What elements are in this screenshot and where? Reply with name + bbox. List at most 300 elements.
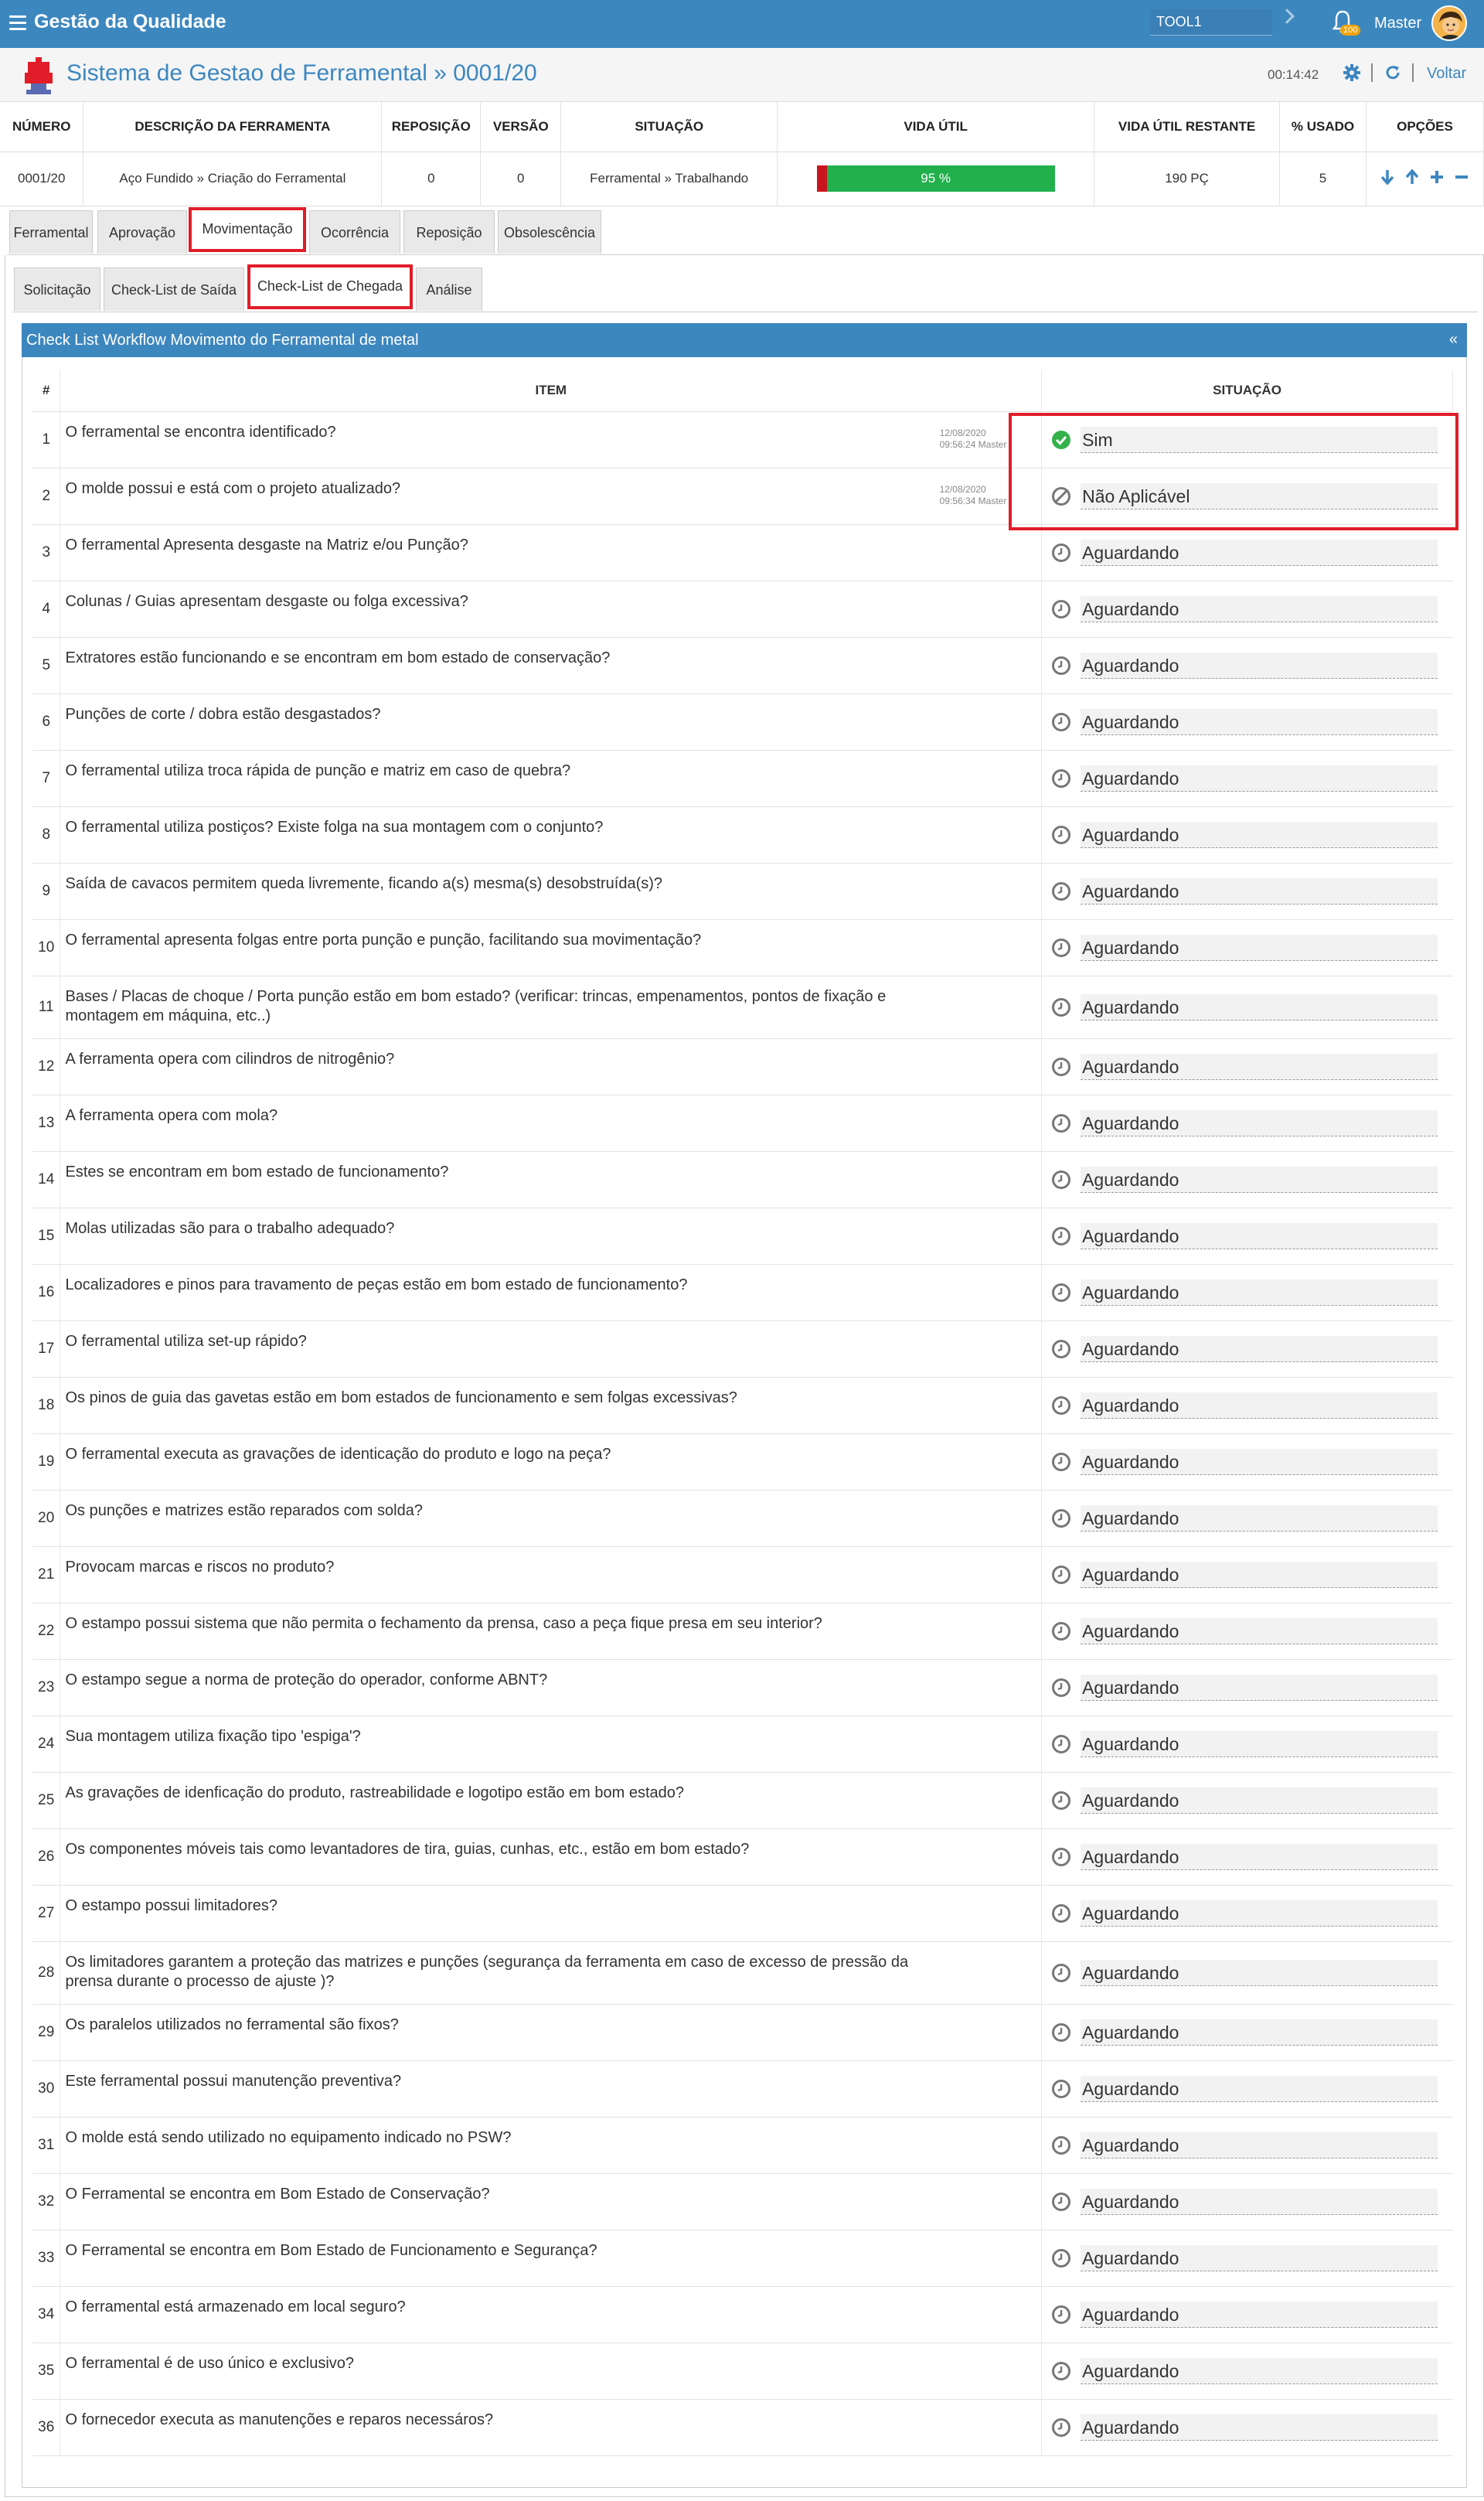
table-row <box>32 581 1453 637</box>
table-row <box>32 2117 1453 2173</box>
status-field[interactable]: Aguardando <box>1081 1960 1437 1986</box>
table-row <box>32 1546 1453 1603</box>
status-field[interactable]: Aguardando <box>1081 653 1437 679</box>
table-row <box>32 919 1453 976</box>
row-meta <box>934 2004 1042 2060</box>
row-time-user: 09:56:34 Master <box>939 495 1007 506</box>
clock-icon[interactable] <box>1051 768 1071 789</box>
row-item-text: Localizadores e pinos para travamento de peças estão em bom estado de funcionamento? <box>60 1264 934 1320</box>
row-situacao <box>1042 2230 1453 2286</box>
table-row <box>32 2343 1453 2399</box>
status-field[interactable]: Aguardando <box>1081 540 1437 566</box>
table-row <box>32 1377 1453 1433</box>
title-tools <box>1343 63 1421 83</box>
tool-select[interactable]: TOOL1 <box>1150 9 1272 36</box>
col-header-vida-util-restante: VIDA ÚTIL RESTANTE <box>1094 102 1280 152</box>
clock-icon[interactable] <box>1051 2418 1071 2438</box>
collapse-icon[interactable]: « <box>1448 331 1458 348</box>
row-meta <box>934 2117 1042 2173</box>
row-item-text: Os punções e matrizes estão reparados com solda? <box>60 1490 934 1546</box>
cell-opcoes <box>1366 152 1483 206</box>
status-field[interactable]: Aguardando <box>1081 1505 1437 1532</box>
plus-icon[interactable] <box>1430 170 1444 184</box>
row-item-text: Estes se encontram em bom estado de funcionamento? <box>60 1151 934 1208</box>
row-meta <box>934 863 1042 919</box>
tab-ferramental[interactable]: Ferramental <box>9 210 93 254</box>
tab-obsolescencia[interactable]: Obsolescência <box>498 210 601 254</box>
clock-icon[interactable] <box>1051 1339 1071 1359</box>
row-meta <box>934 524 1042 581</box>
col-header-vida-util: VIDA ÚTIL <box>778 102 1094 152</box>
avatar[interactable] <box>1431 5 1467 41</box>
row-meta <box>934 1885 1042 1941</box>
row-number: 11 <box>32 976 60 1038</box>
col-header-opcoes: OPÇÕES <box>1366 102 1483 152</box>
row-number: 20 <box>32 1490 60 1546</box>
row-meta <box>934 1320 1042 1377</box>
session-timer: 00:14:42 <box>1268 67 1319 82</box>
status-field[interactable]: Aguardando <box>1081 1167 1437 1193</box>
status-field[interactable]: Aguardando <box>1081 2245 1437 2271</box>
row-item-text: Molas utilizadas são para o trabalho adequado? <box>60 1208 934 1264</box>
clock-icon[interactable] <box>1051 599 1071 619</box>
table-row <box>32 1095 1453 1151</box>
row-situacao <box>1042 637 1453 693</box>
clock-icon[interactable] <box>1051 938 1071 958</box>
cell-numero: 0001/20 <box>0 152 83 206</box>
row-item-text: Os limitadores garantem a proteção das matrizes e punções (segurança da ferramenta em caso de excesso de pressão da prensa durante o processo de ajuste )? <box>60 1941 934 2004</box>
table-row <box>32 2060 1453 2117</box>
summary-table <box>0 102 1484 206</box>
clock-icon[interactable] <box>1051 1565 1071 1585</box>
clock-icon[interactable] <box>1051 1113 1071 1133</box>
cell-reposicao: 0 <box>382 152 481 206</box>
row-number: 18 <box>32 1377 60 1433</box>
status-field[interactable]: Aguardando <box>1081 822 1437 848</box>
row-number: 1 <box>32 411 60 468</box>
tool-system-icon <box>23 57 54 94</box>
table-row <box>32 1772 1453 1828</box>
clock-icon[interactable] <box>1051 997 1071 1017</box>
row-meta <box>934 1546 1042 1603</box>
row-item-text: O ferramental utiliza postiços? Existe folga na sua montagem com o conjunto? <box>60 806 934 863</box>
col-header-item: ITEM <box>60 370 1042 411</box>
row-meta <box>934 1038 1042 1095</box>
page-title: Sistema de Gestao de Ferramental » 0001/20 <box>66 60 537 86</box>
clock-icon[interactable] <box>1051 1791 1071 1811</box>
row-item-text: As gravações de idenficação do produto, rastreabilidade e logotipo estão em bom estado? <box>60 1772 934 1828</box>
minus-icon[interactable] <box>1455 170 1469 184</box>
row-situacao <box>1042 2286 1453 2343</box>
clock-icon[interactable] <box>1051 2361 1071 2381</box>
panel-title: Check List Workflow Movimento do Ferramental de metal <box>26 332 419 349</box>
row-meta <box>934 806 1042 863</box>
row-meta <box>934 2286 1042 2343</box>
cell-situacao: Ferramental » Trabalhando <box>561 152 778 206</box>
clock-icon[interactable] <box>1051 1057 1071 1077</box>
table-row <box>32 1264 1453 1320</box>
status-field[interactable]: Aguardando <box>1081 1562 1437 1588</box>
row-number: 25 <box>32 1772 60 1828</box>
status-field[interactable]: Aguardando <box>1081 1449 1437 1475</box>
top-bar <box>0 0 1484 48</box>
hamburger-menu-icon[interactable] <box>9 15 26 31</box>
row-number: 35 <box>32 2343 60 2399</box>
row-meta <box>934 2230 1042 2286</box>
clock-icon[interactable] <box>1051 712 1071 732</box>
divider <box>1412 63 1414 82</box>
status-field[interactable]: Aguardando <box>1081 2076 1437 2102</box>
cell-vida-util <box>778 152 1094 206</box>
status-field[interactable]: Aguardando <box>1081 596 1437 622</box>
user-name[interactable]: Master <box>1374 15 1422 32</box>
row-situacao <box>1042 1038 1453 1095</box>
col-header-situacao: SITUAÇÃO <box>1042 370 1453 411</box>
row-item-text: O ferramental está armazenado em local seguro? <box>60 2286 934 2343</box>
row-item-text: O fornecedor executa as manutenções e reparos necessáros? <box>60 2399 934 2455</box>
row-number: 31 <box>32 2117 60 2173</box>
status-field[interactable]: Aguardando <box>1081 1336 1437 1362</box>
highlight-box <box>1009 413 1458 530</box>
table-row <box>32 1433 1453 1490</box>
row-number: 27 <box>32 1885 60 1941</box>
row-number: 4 <box>32 581 60 637</box>
row-situacao <box>1042 1151 1453 1208</box>
table-row <box>32 976 1453 1038</box>
divider <box>1371 63 1373 82</box>
clock-icon[interactable] <box>1051 2079 1071 2099</box>
row-item-text: O ferramental utiliza set-up rápido? <box>60 1320 934 1377</box>
table-row <box>32 2286 1453 2343</box>
status-field[interactable]: Aguardando <box>1081 1392 1437 1419</box>
table-row <box>32 1038 1453 1095</box>
row-item-text: O ferramental se encontra identificado? <box>60 411 934 468</box>
row-time-user: 09:56:24 Master <box>939 438 1007 450</box>
status-field[interactable]: Aguardando <box>1081 878 1437 905</box>
col-header-descricao: DESCRIÇÃO DA FERRAMENTA <box>83 102 382 152</box>
notification-badge: 100 <box>1340 25 1360 36</box>
clock-icon[interactable] <box>1051 825 1071 845</box>
row-number: 15 <box>32 1208 60 1264</box>
clock-icon[interactable] <box>1051 2192 1071 2212</box>
row-number: 9 <box>32 863 60 919</box>
row-situacao <box>1042 919 1453 976</box>
row-number: 16 <box>32 1264 60 1320</box>
row-item-text: O ferramental apresenta folgas entre porta punção e punção, facilitando sua movimentação? <box>60 919 934 976</box>
row-situacao <box>1042 1885 1453 1941</box>
app-title: Gestão da Qualidade <box>34 11 226 32</box>
table-row <box>32 1828 1453 1885</box>
row-meta <box>934 1208 1042 1264</box>
clock-icon[interactable] <box>1051 1283 1071 1303</box>
table-row <box>32 1320 1453 1377</box>
row-meta <box>934 1659 1042 1716</box>
table-row <box>32 1490 1453 1546</box>
row-situacao <box>1042 806 1453 863</box>
row-number: 34 <box>32 2286 60 2343</box>
status-field[interactable]: Aguardando <box>1081 1675 1437 1701</box>
chevron-right-icon[interactable] <box>1279 9 1295 24</box>
row-situacao <box>1042 1320 1453 1377</box>
status-field[interactable]: Aguardando <box>1081 1618 1437 1644</box>
row-situacao <box>1042 2060 1453 2117</box>
row-situacao <box>1042 2117 1453 2173</box>
status-field[interactable]: Aguardando <box>1081 2302 1437 2328</box>
row-item-text: O ferramental executa as gravações de identicação do produto e logo na peça? <box>60 1433 934 1490</box>
row-number: 24 <box>32 1716 60 1772</box>
row-date: 12/08/2020 <box>939 483 986 495</box>
clock-icon[interactable] <box>1051 1903 1071 1923</box>
row-item-text: Sua montagem utiliza fixação tipo 'espiga'? <box>60 1716 934 1772</box>
row-number: 2 <box>32 468 60 524</box>
table-row <box>32 1151 1453 1208</box>
status-field[interactable]: Aguardando <box>1081 1731 1437 1757</box>
table-row <box>32 693 1453 750</box>
status-field[interactable]: Não Aplicável <box>1081 483 1437 509</box>
clock-icon[interactable] <box>1051 881 1071 901</box>
table-row <box>32 1208 1453 1264</box>
row-number: 36 <box>32 2399 60 2455</box>
clock-icon[interactable] <box>1051 543 1071 563</box>
table-row <box>32 524 1453 581</box>
cell-vida-util-restante: 190 PÇ <box>1094 152 1280 206</box>
tab-ocorrencia[interactable]: Ocorrência <box>309 210 400 254</box>
row-item-text: O Ferramental se encontra em Bom Estado de Conservação? <box>60 2173 934 2230</box>
row-situacao <box>1042 1377 1453 1433</box>
col-header-situacao: SITUAÇÃO <box>561 102 778 152</box>
row-number: 22 <box>32 1603 60 1659</box>
row-item-text: O ferramental é de uso único e exclusivo? <box>60 2343 934 2399</box>
table-row <box>32 1885 1453 1941</box>
row-number: 6 <box>32 693 60 750</box>
status-field[interactable]: Aguardando <box>1081 1110 1437 1136</box>
table-row <box>32 806 1453 863</box>
row-situacao <box>1042 750 1453 806</box>
row-item-text: Colunas / Guias apresentam desgaste ou folga excessiva? <box>60 581 934 637</box>
row-item-text: Os componentes móveis tais como levantadores de tira, guias, cunhas, etc., estão em bom estado? <box>60 1828 934 1885</box>
row-meta <box>934 1264 1042 1320</box>
row-item-text: O estampo possui sistema que não permita o fechamento da prensa, caso a peça fique presa em seu interior? <box>60 1603 934 1659</box>
row-item-text: O molde possui e está com o projeto atualizado? <box>60 468 934 524</box>
row-meta <box>934 2343 1042 2399</box>
row-item-text: O molde está sendo utilizado no equipamento indicado no PSW? <box>60 2117 934 2173</box>
row-number: 17 <box>32 1320 60 1377</box>
subtab-analise[interactable]: Análise <box>416 267 482 311</box>
row-situacao <box>1042 1433 1453 1490</box>
status-field[interactable]: Aguardando <box>1081 935 1437 961</box>
title-row <box>0 48 1484 102</box>
row-number: 26 <box>32 1828 60 1885</box>
row-situacao <box>1042 581 1453 637</box>
row-meta <box>934 1603 1042 1659</box>
col-header-numero: NÚMERO <box>0 102 83 152</box>
row-situacao <box>1042 524 1453 581</box>
tab-movimentacao[interactable]: Movimentação <box>189 207 306 252</box>
row-number: 30 <box>32 2060 60 2117</box>
status-field[interactable]: Aguardando <box>1081 2414 1437 2441</box>
arrow-down-icon[interactable] <box>1380 169 1394 185</box>
row-number: 10 <box>32 919 60 976</box>
row-item-text: Provocam marcas e riscos no produto? <box>60 1546 934 1603</box>
clock-icon[interactable] <box>1051 1963 1071 1983</box>
row-number: 29 <box>32 2004 60 2060</box>
row-situacao <box>1042 863 1453 919</box>
status-field[interactable]: Aguardando <box>1081 1223 1437 1249</box>
clock-icon[interactable] <box>1051 1678 1071 1698</box>
subtab-checklist-chegada[interactable]: Check-List de Chegada <box>247 264 413 309</box>
row-number: 32 <box>32 2173 60 2230</box>
row-number: 8 <box>32 806 60 863</box>
row-meta <box>934 1716 1042 1772</box>
row-meta <box>934 1377 1042 1433</box>
row-situacao <box>1042 2343 1453 2399</box>
status-field[interactable]: Aguardando <box>1081 994 1437 1021</box>
row-situacao <box>1042 1208 1453 1264</box>
row-number: 13 <box>32 1095 60 1151</box>
row-meta <box>934 581 1042 637</box>
sub-tabs <box>12 264 1478 312</box>
row-item-text: O estampo possui limitadores? <box>60 1885 934 1941</box>
table-row <box>32 1603 1453 1659</box>
row-number: 21 <box>32 1546 60 1603</box>
row-item-text: O ferramental Apresenta desgaste na Matriz e/ou Punção? <box>60 524 934 581</box>
status-field[interactable]: Aguardando <box>1081 765 1437 792</box>
row-situacao <box>1042 693 1453 750</box>
row-meta <box>934 1490 1042 1546</box>
row-situacao <box>1042 1941 1453 2004</box>
cell-descricao: Aço Fundido » Criação do Ferramental <box>83 152 382 206</box>
row-number: 5 <box>32 637 60 693</box>
checklist-table <box>32 370 1453 2456</box>
status-field[interactable]: Aguardando <box>1081 1900 1437 1927</box>
clock-icon[interactable] <box>1051 2022 1071 2043</box>
row-number: 7 <box>32 750 60 806</box>
row-meta <box>934 693 1042 750</box>
subtab-solicitacao[interactable]: Solicitação <box>14 267 100 311</box>
clock-icon[interactable] <box>1051 2305 1071 2325</box>
clock-icon[interactable] <box>1051 1226 1071 1246</box>
status-field[interactable]: Aguardando <box>1081 2189 1437 2215</box>
gear-icon[interactable] <box>1343 64 1360 81</box>
status-field[interactable]: Aguardando <box>1081 2358 1437 2384</box>
table-row <box>32 1716 1453 1772</box>
row-meta <box>934 1772 1042 1828</box>
row-item-text: Saída de cavacos permitem queda livremente, ficando a(s) mesma(s) desobstruída(s)? <box>60 863 934 919</box>
row-meta <box>934 637 1042 693</box>
clock-icon[interactable] <box>1051 1170 1071 1190</box>
tab-aprovacao[interactable]: Aprovação <box>97 210 187 254</box>
row-meta <box>934 2060 1042 2117</box>
col-header-usado: % USADO <box>1280 102 1367 152</box>
row-situacao <box>1042 1659 1453 1716</box>
row-item-text: A ferramenta opera com cilindros de nitrogênio? <box>60 1038 934 1095</box>
col-header-reposicao: REPOSIÇÃO <box>382 102 481 152</box>
cell-versao: 0 <box>481 152 561 206</box>
table-row <box>32 2230 1453 2286</box>
row-meta <box>934 976 1042 1038</box>
row-situacao <box>1042 976 1453 1038</box>
row-meta <box>934 2399 1042 2455</box>
refresh-icon[interactable] <box>1384 64 1401 81</box>
clock-icon[interactable] <box>1051 1847 1071 1867</box>
panel-header <box>22 323 1467 357</box>
row-situacao <box>1042 1264 1453 1320</box>
tab-reposicao[interactable]: Reposição <box>403 210 495 254</box>
clock-icon[interactable] <box>1051 1508 1071 1528</box>
row-meta <box>934 2173 1042 2230</box>
status-field[interactable]: Aguardando <box>1081 2019 1437 2046</box>
row-number: 33 <box>32 2230 60 2286</box>
row-number: 23 <box>32 1659 60 1716</box>
row-situacao <box>1042 2399 1453 2455</box>
clock-icon[interactable] <box>1051 2135 1071 2155</box>
row-situacao <box>1042 1772 1453 1828</box>
row-item-text: O Ferramental se encontra em Bom Estado de Funcionamento e Segurança? <box>60 2230 934 2286</box>
row-item-text: Extratores estão funcionando e se encontram em bom estado de conservação? <box>60 637 934 693</box>
row-situacao <box>1042 2173 1453 2230</box>
row-situacao <box>1042 1716 1453 1772</box>
main-tabs <box>8 207 1484 255</box>
clock-icon[interactable] <box>1051 1734 1071 1754</box>
life-progress-label: 95 % <box>921 171 951 186</box>
row-meta <box>934 1941 1042 2004</box>
row-item-text: O estampo segue a norma de proteção do operador, conforme ABNT? <box>60 1659 934 1716</box>
subtab-checklist-saida[interactable]: Check-List de Saída <box>104 267 244 311</box>
col-header-num: # <box>32 370 60 411</box>
row-item-text: Punções de corte / dobra estão desgastados? <box>60 693 934 750</box>
status-field[interactable]: Aguardando <box>1081 1844 1437 1870</box>
row-meta <box>934 1828 1042 1885</box>
clock-icon[interactable] <box>1051 656 1071 676</box>
table-row <box>32 2004 1453 2060</box>
clock-icon[interactable] <box>1051 2248 1071 2268</box>
row-meta <box>934 1151 1042 1208</box>
table-row <box>32 863 1453 919</box>
row-situacao <box>1042 1828 1453 1885</box>
status-field[interactable]: Aguardando <box>1081 709 1437 735</box>
table-row <box>32 2399 1453 2455</box>
arrow-up-icon[interactable] <box>1405 169 1419 185</box>
status-field[interactable]: Sim <box>1081 427 1437 453</box>
back-link[interactable]: Voltar <box>1427 65 1467 82</box>
row-meta <box>934 919 1042 976</box>
row-situacao <box>1042 1603 1453 1659</box>
row-number: 3 <box>32 524 60 581</box>
row-meta <box>934 750 1042 806</box>
status-field[interactable]: Aguardando <box>1081 1054 1437 1080</box>
status-field[interactable]: Aguardando <box>1081 1787 1437 1814</box>
row-item-text: Os pinos de guia das gavetas estão em bom estados de funcionamento e sem folgas excessivas? <box>60 1377 934 1433</box>
status-field[interactable]: Aguardando <box>1081 2132 1437 2159</box>
clock-icon[interactable] <box>1051 1395 1071 1416</box>
clock-icon[interactable] <box>1051 1621 1071 1641</box>
status-field[interactable]: Aguardando <box>1081 1279 1437 1306</box>
row-item-text: Bases / Placas de choque / Porta punção estão em bom estado? (verificar: trincas, empenamentos, pontos de fixação e montagem em máquina, etc..) <box>60 976 934 1038</box>
life-progress-bar <box>817 165 1055 192</box>
table-row <box>32 637 1453 693</box>
row-situacao <box>1042 1095 1453 1151</box>
row-number: 28 <box>32 1941 60 2004</box>
table-row <box>32 2173 1453 2230</box>
row-item-text: Os paralelos utilizados no ferramental são fixos? <box>60 2004 934 2060</box>
row-item-text: A ferramenta opera com mola? <box>60 1095 934 1151</box>
row-date: 12/08/2020 <box>939 427 986 438</box>
clock-icon[interactable] <box>1051 1452 1071 1472</box>
row-situacao <box>1042 1546 1453 1603</box>
row-situacao <box>1042 1490 1453 1546</box>
table-row <box>32 1659 1453 1716</box>
col-header-versao: VERSÃO <box>481 102 561 152</box>
